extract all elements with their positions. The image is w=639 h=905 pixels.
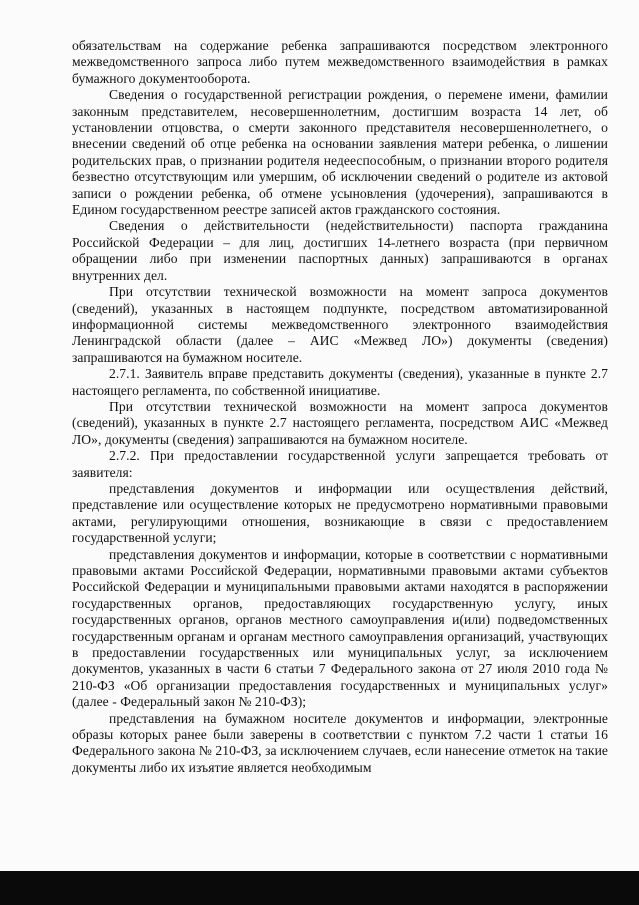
paragraph-prohibited-item-1: представления документов и информации или осуществления действий, представление или осуществление которых не предусмотрено нормативными правовыми актами, регулирующими отношения, возникающие в связи с предоставлением государственной услуги;: [72, 480, 608, 546]
paragraph-birth-registration-info: Сведения о государственной регистрации рождения, о перемене имени, фамилии законным представителем, несовершеннолетним, достигшим возраста 14 лет, об установлении отцовства, о смерти законного представителя несовершеннолетнего, о внесении сведений об отце ребенка на основании заявления матери ребенка, о лишении родительских прав, о признании родителя недееспособным, о признании второго родителя безвестно отсутствующим или умершим, об исключении сведений о родителе из актовой записи о рождении ребенка, об отмене усыновления (удочерения), запрашиваются в Едином государственном реестре записей актов гражданского состояния.: [72, 87, 608, 218]
paragraph-continuation: обязательствам на содержание ребенка запрашиваются посредством электронного межведомственного запроса либо путем межведомственного взаимодействия в рамках бумажного документооборота.: [72, 38, 608, 86]
paragraph-no-technical-capability: При отсутствии технической возможности на момент запроса документов (сведений), указанных в настоящем подпункте, посредством автоматизированной информационной системы межведомственного электронного взаимодействия Ленинградской области (далее – АИС «Межвед ЛО») документы (сведения) запрашиваются на бумажном носителе.: [72, 284, 608, 365]
paragraph-2-7-2: 2.7.2. При предоставлении государственной услуги запрещается требовать от заявителя:: [72, 448, 608, 480]
document-body: [72, 38, 608, 776]
paragraph-prohibited-item-3: представления на бумажном носителе документов и информации, электронные образы которых ранее были заверены в соответствии с пунктом 7.2 части 1 статьи 16 Федерального закона № 210-ФЗ, за исключением случаев, если нанесение отметок на такие документы либо их изъятие является необходимым: [72, 710, 608, 775]
paragraph-prohibited-item-2: представления документов и информации, которые в соответствии с нормативными правовыми актами Российской Федерации, нормативными правовыми актами субъектов Российской Федерации и муниципальными правовыми актами находятся в распоряжении государственных органов, предоставляющих государственную услугу, иных государственных органов, органов местного самоуправления и(или) подведомственных государственным органам и органам местного самоуправления организаций, участвующих в предоставлении государственных или муниципальных услуг, за исключением документов, указанных в части 6 статьи 7 Федерального закона от 27 июля 2010 года № 210-ФЗ «Об организации предоставления государственных и муниципальных услуг» (далее - Федеральный закон № 210-ФЗ);: [72, 546, 608, 710]
paragraph-passport-validity: Сведения о действительности (недействительности) паспорта гражданина Российской Федерации – для лиц, достигших 14-летнего возраста (при первичном обращении либо при изменении паспортных данных) запрашиваются в органах внутренних дел.: [72, 218, 608, 283]
scan-bottom-edge: [0, 871, 639, 905]
paragraph-no-technical-capability-2: При отсутствии технической возможности на момент запроса документов (сведений), указанных в пункте 2.7 настоящего регламента, посредством АИС «Межвед ЛО», документы (сведения) запрашиваются на бумажном носителе.: [72, 398, 608, 447]
paragraph-2-7-1: 2.7.1. Заявитель вправе представить документы (сведения), указанные в пункте 2.7 настоящего регламента, по собственной инициативе.: [72, 366, 608, 398]
